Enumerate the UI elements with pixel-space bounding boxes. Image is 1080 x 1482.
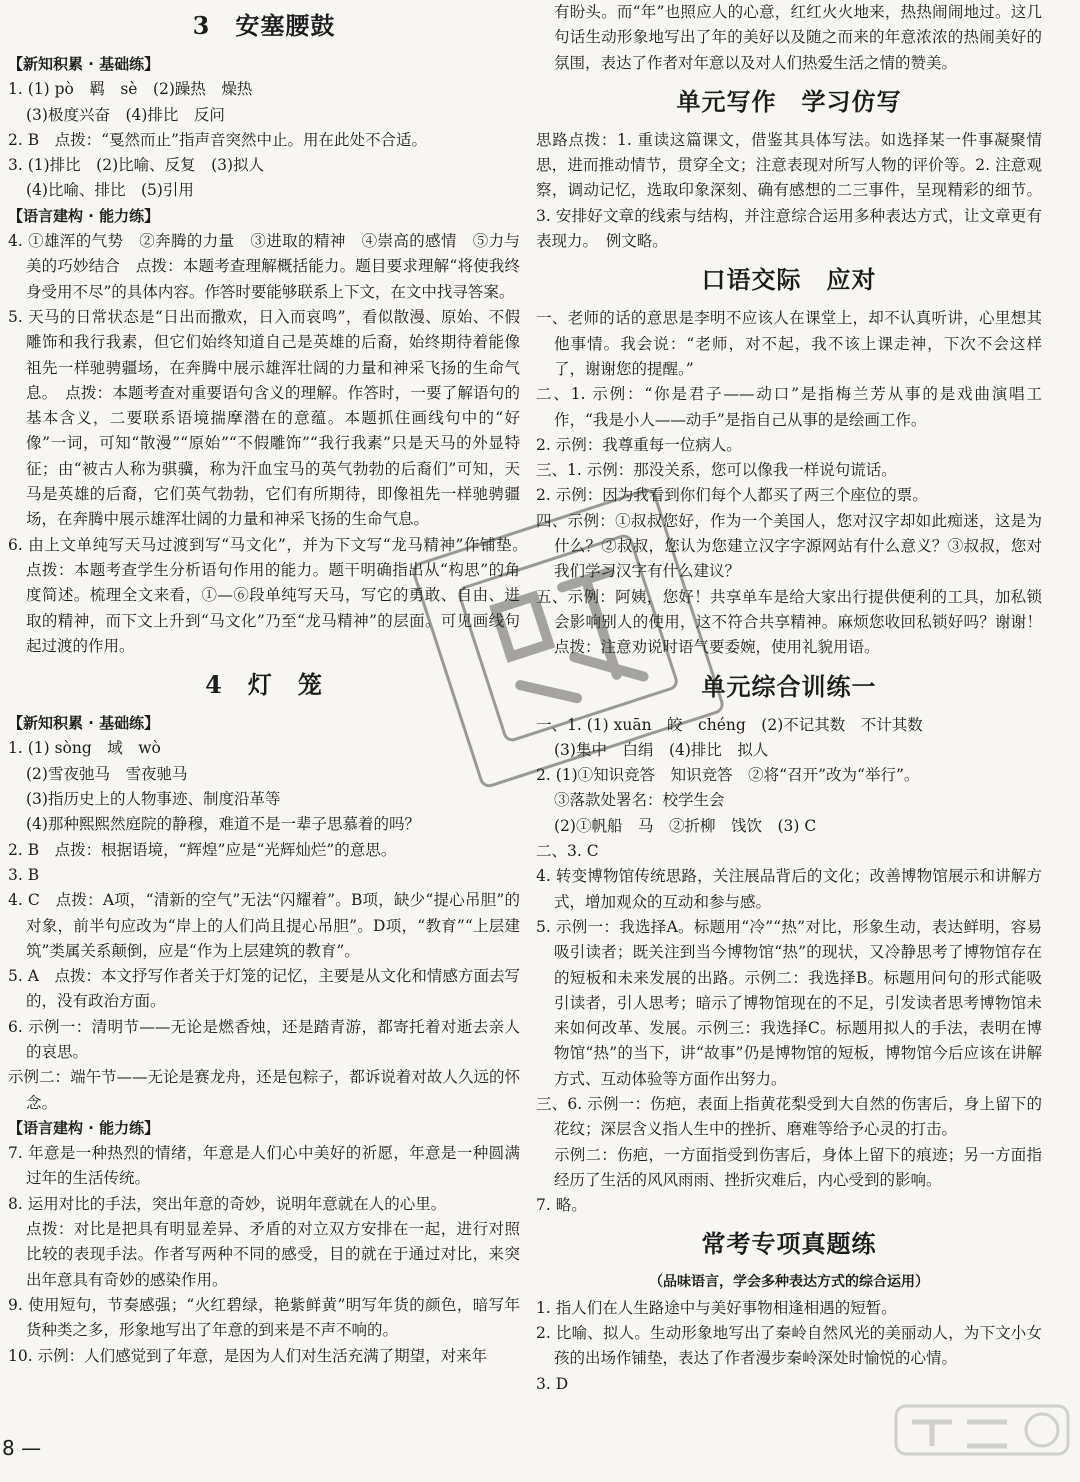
- exam-subtitle: （品味语言，学会多种表达方式的综合运用）: [649, 1274, 929, 1291]
- section-basic: 【新知积累 · 基础练】: [8, 714, 160, 733]
- unit-title: 单元综合训练一: [701, 671, 877, 701]
- answer-line: 有盼头。而“年”也照应人的心意，红红火火地来，热热闹闹地过。这几句话生动形象地写出了年的美好以及随之而来的年意浓浓的热闹美好的氛围，表达了作者对年意以及对人们热爱生活之情的赞美。: [554, 3, 1042, 72]
- answer-line: 2. B 点拨：“戛然而止”指声音突然中止。用在此处不合适。: [8, 130, 427, 149]
- answer-line: 7. 年意是一种热烈的情绪，年意是人们心中美好的祈愿，年意是一种圆满过年的生活传统。: [8, 1144, 520, 1188]
- answer-line: 2. B 点拨：根据语境，“辉煌”应是“光辉灿烂”的意思。: [8, 840, 397, 859]
- answer-line: 2. 示例：因为我看到你们每个人都买了两三个座位的票。: [536, 486, 928, 505]
- answer-line: 示例二：伤疤，一方面指受到伤害后，身体上留下的痕迹；另一方面指经历了生活的风风雨雨、挫折灾难后，内心受到的影响。: [554, 1145, 1042, 1189]
- answer-line: 二、3. C: [536, 842, 599, 861]
- exam-title: 常考专项真题练: [701, 1229, 877, 1259]
- answer-line: 四、示例：①叔叔您好，作为一个美国人，您对汉字却如此痴迷，这是为什么？②叔叔，您认为您建立汉字字源网站有什么意义？③叔叔，您对我们学习汉字有什么建议？: [536, 511, 1042, 581]
- answer-line: 5. 天马的日常状态是“日出而撒欢，日入而哀鸣”，看似散漫、原始、不假雕饰和我行我素，但它们始终知道自己是英雄的后裔，始终期待着能像祖先一样驰骋疆场，在奔腾中展示雄浑壮阔的力量和神采飞扬的生命气息。 点拨：本题考查对重要语句含义的理解。作答时，一要了解语句的基本含义，二要联系语境揣摩潜在的意蕴。本题抓住画线句中的“好像”一词，可知“散漫”“原始”“不假雕饰”“我行我素”只是天马的外显特征；由“被古人称为骐骥，称为汗血宝马的英气勃勃的后裔们”可知，天马是英雄的后裔，它们英气勃勃，它们有所期待，即像祖先一样驰骋疆场，在奔腾中展示雄浑壮阔的力量和神采飞扬的生命气息。: [8, 307, 520, 529]
- page-number: 8 —: [2, 1436, 42, 1460]
- answer-line: (2)①帆船 马 ②折柳 饯饮 (3) C: [554, 816, 817, 835]
- answer-line: ③落款处署名：校学生会: [554, 791, 725, 810]
- answer-line: (3)指历史上的人物事迹、制度沿革等: [26, 790, 281, 809]
- section-language: 【语言建构 · 能力练】: [8, 206, 160, 225]
- answer-line: 点拨：对比是把具有明显差异、矛盾的对立双方安排在一起，进行对照比较的表现手法。作者写两种不同的感受，目的就在于通过对比，来突出年意具有奇妙的感染作用。: [26, 1220, 520, 1289]
- answer-line: 五、示例：阿姨，您好！共享单车是给大家出行提供便利的工具，加私锁会影响别人的使用，这不符合共享精神。麻烦您收回私锁好吗？谢谢！ 点拨：注意劝说时语气要委婉，使用礼貌用语。: [536, 587, 1058, 657]
- right-column: [536, 0, 1058, 1397]
- answer-line: 3. (1)排比 (2)比喻、反复 (3)拟人: [8, 156, 265, 175]
- answer-line: 3. D: [536, 1374, 569, 1393]
- answer-line: 4. 转变博物馆传统思路，关注展品背后的文化；改善博物馆展示和讲解方式，增加观众的互动和参与感。: [536, 867, 1042, 911]
- answer-line: 8. 运用对比的手法，突出年意的奇妙，说明年意就在人的心里。: [8, 1194, 447, 1213]
- answer-line: 一、老师的话的意思是李明不应该人在课堂上，却不认真听讲，心里想其他事情。我会说：“老师，对不起，我不该上课走神，下次不会这样了，谢谢您的提醒。”: [536, 309, 1042, 378]
- answer-line: 三、1. 示例：那没关系，您可以像我一样说句谎话。: [536, 461, 897, 480]
- answer-line: 4. ①雄浑的气势 ②奔腾的力量 ③进取的精神 ④崇高的感情 ⑤力与美的巧妙结合 点拨：本题考查理解概括能力。题目要求理解“将使我终身受用不尽”的具体内容。作答时要能够联系上下文，在文中找寻答案。: [8, 232, 520, 301]
- answer-line: 6. 由上文单纯写天马过渡到写“马文化”，并为下文写“龙马精神”作铺垫。 点拨：本题考查学生分析语句作用的能力。题干明确指出从“构思”的角度简述。梳理全文来看，①—⑥段单纯写天马，写它的勇敢、自由、进取的精神，而下文上升到“马文化”乃至“龙马精神”的层面。可见画线句起过渡的作用。: [8, 535, 536, 655]
- answer-line: 三、6. 示例一：伤疤，表面上指黄花梨受到大自然的伤害后，身上留下的花纹；深层含义指人生中的挫折、磨难等给予心灵的打击。: [536, 1094, 1042, 1139]
- answer-line: 思路点拨：1. 重读这篇课文，借鉴其具体写法。如选择某一件事凝聚情思，进而推动情节，贯穿全文；注意表现对所写人物的评价等。2. 注意观察，调动记忆，选取印象深刻、确有感想的二三事件，呈现精彩的细节。3. 安排好文章的线索与结构，并注意综合运用多种表达方式，让文章更有表现力。 例文略。: [536, 130, 1042, 251]
- answer-line: 示例二：端午节——无论是赛龙舟，还是包粽子，都诉说着对故人久远的怀念。: [8, 1068, 520, 1112]
- answer-line: 10. 示例：人们感觉到了年意，是因为人们对生活充满了期望，对来年: [8, 1346, 488, 1365]
- answer-line: 二、1. 示例：“你是君子——动口”是指梅兰芳从事的是戏曲演唱工作，“我是小人——动手”是指自己从事的是绘画工作。: [536, 385, 1042, 429]
- section-language: 【语言建构 · 能力练】: [8, 1118, 160, 1137]
- answer-line: 5. A 点拨：本文抒写作者关于灯笼的记忆，主要是从文化和情感方面去写的，没有政治方面。: [8, 967, 520, 1011]
- section-basic: 【新知积累 · 基础练】: [8, 55, 160, 73]
- answer-line: 一、1. (1) xuān 皎 chéng (2)不记其数 不计其数: [536, 715, 923, 734]
- answer-line: (4)比喻、排比 (5)引用: [26, 181, 194, 200]
- oral-title: 口语交际 应对: [701, 265, 877, 295]
- lesson-title-4: 4 灯 笼: [205, 670, 323, 700]
- answer-line: 2. 示例：我尊重每一位病人。: [536, 435, 742, 454]
- answer-line: 1. (1) pò 羁 sè (2)躁热 燥热: [8, 80, 253, 99]
- answer-line: 2. 比喻、拟人。生动形象地写出了秦岭自然风光的美丽动人，为下文小女孩的出场作铺垫，表达了作者漫步秦岭深处时愉悦的心情。: [536, 1324, 1042, 1368]
- writing-title: 单元写作 学习仿写: [676, 86, 902, 116]
- site-logo-watermark: [892, 1402, 1072, 1474]
- answer-line: 6. 示例一：清明节——无论是燃香烛，还是踏青游，都寄托着对逝去亲人的哀思。: [8, 1017, 520, 1061]
- left-column: [8, 0, 536, 1369]
- answer-line: 9. 使用短句，节奏感强；“火红碧绿，艳紫鲜黄”明写年货的颜色，暗写年货种类之多，形象地写出了年意的到来是不声不响的。: [8, 1295, 520, 1340]
- answer-line: (3)集中 白绢 (4)排比 拟人: [554, 740, 769, 759]
- answer-line: 7. 略。: [536, 1196, 587, 1215]
- answer-line: 1. (1) sòng 域 wò: [8, 739, 161, 758]
- answer-line: (3)极度兴奋 (4)排比 反问: [26, 105, 225, 124]
- answer-line: 5. 示例一：我选择A。标题用“冷”“热”对比，形象生动，表达鲜明，容易吸引读者；既关注到当今博物馆“热”的现状，又冷静思考了博物馆存在的短板和未来发展的出路。示例二：我选择B。标题用问句的形式能吸引读者，引人思考；暗示了博物馆现在的不足，引发读者思考博物馆未来如何改革、发展。示例三：我选择C。标题用拟人的手法，表明在博物馆“热”的当下，讲“故事”仍是博物馆的短板，博物馆今后应该在讲解方式、互动体验等方面作出努力。: [536, 917, 1042, 1088]
- answer-line: 1. 指人们在人生路途中与美好事物相逢相遇的短暂。: [536, 1298, 897, 1317]
- answer-line: (2)雪夜弛马 雪夜驰马: [26, 764, 188, 783]
- answer-line: 2. (1)①知识竞答 知识竞答 ②将“召开”改为“举行”。: [536, 766, 920, 785]
- answer-line: 4. C 点拨：A项，“清新的空气”无法“闪耀着”。B项，缺少“提心吊胆”的对象，前半句应改为“岸上的人们尚且提心吊胆”。D项，“教育”“上层建筑”类属关系颠倒，应是“作为上层建筑的教育”。: [8, 891, 520, 960]
- answer-line: (4)那种熙熙然庭院的静穆，难道不是一辈子思慕着的吗？: [26, 815, 420, 834]
- lesson-title-3: 3 安塞腰鼓: [192, 11, 336, 40]
- answer-line: 3. B: [8, 865, 40, 884]
